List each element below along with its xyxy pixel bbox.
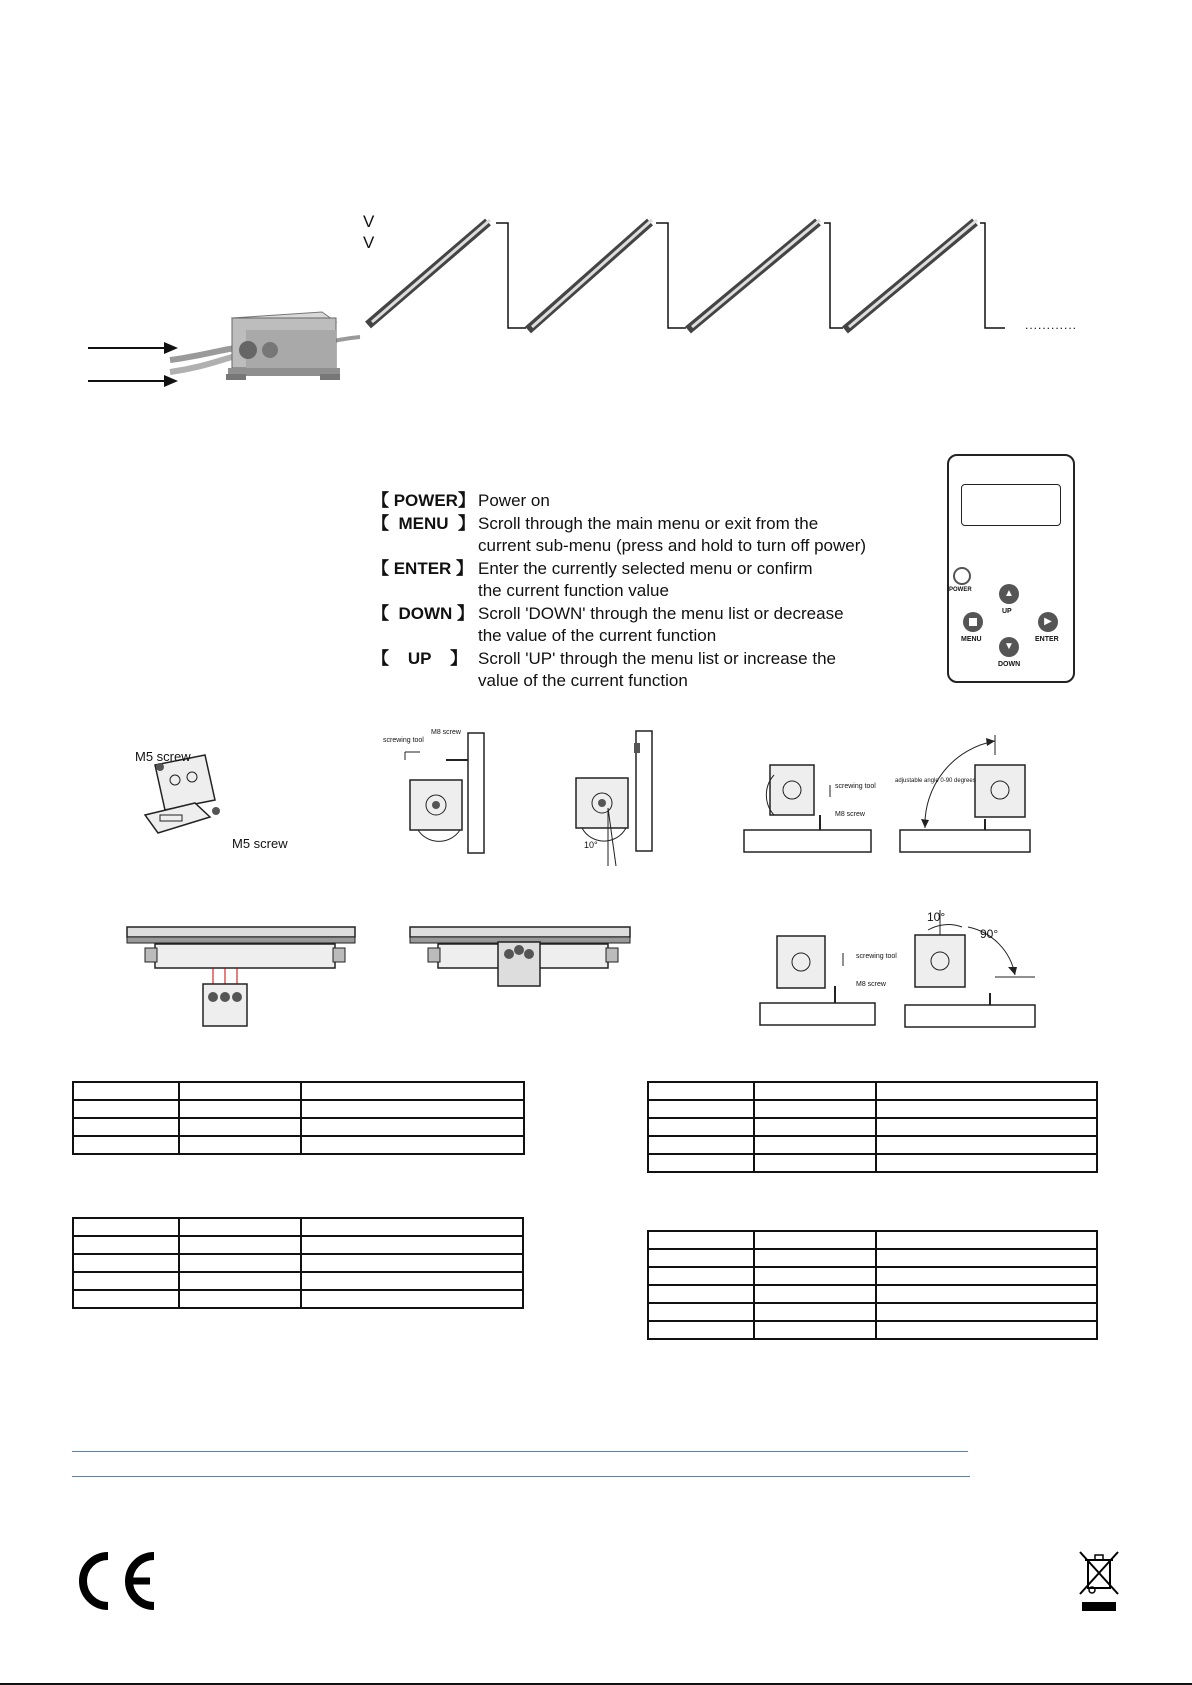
table-row xyxy=(73,1218,523,1236)
screwing-tool-label-c: screwing tool xyxy=(835,783,876,790)
down-label: DOWN xyxy=(998,661,1021,668)
spec-table-3 xyxy=(647,1081,1098,1173)
controller-display xyxy=(961,484,1061,526)
key-desc-enter-cont: the current function value xyxy=(478,581,669,600)
floor-mount-diagram-c xyxy=(740,755,875,855)
table-row xyxy=(648,1154,1097,1172)
up-button[interactable]: ▲ xyxy=(999,584,1019,604)
controller-panel xyxy=(947,454,1075,683)
spec-table-4 xyxy=(647,1230,1098,1340)
divider-line-1 xyxy=(72,1451,968,1452)
table-row xyxy=(73,1236,523,1254)
screwing-tool-label-e: screwing tool xyxy=(856,953,897,960)
key-desc-up-cont: value of the current function xyxy=(478,671,688,690)
menu-label: MENU xyxy=(961,636,982,643)
table-row xyxy=(648,1082,1097,1100)
voltage-mark-1: V xyxy=(363,212,375,231)
spec-table-2 xyxy=(72,1217,524,1309)
key-name-menu: 【 MENU 】 xyxy=(372,513,475,533)
adjustable-angle-label: adjustable angle 0-90 degrees xyxy=(895,778,976,784)
angle-10-label: 10° xyxy=(584,840,598,850)
m5-screw-label-bottom: M5 screw xyxy=(232,836,288,851)
m8-screw-label-c: M8 screw xyxy=(835,811,865,818)
bar-bracket-exploded xyxy=(125,922,360,1030)
table-row xyxy=(648,1303,1097,1321)
up-label: UP xyxy=(1002,608,1012,615)
key-row-menu xyxy=(372,513,912,536)
wall-mount-diagram-b xyxy=(560,728,660,868)
table-row xyxy=(648,1249,1097,1267)
controller-key-list xyxy=(372,490,912,693)
menu-button[interactable] xyxy=(963,612,983,632)
wiring-diagram xyxy=(0,190,1192,390)
wall-mount-diagram-a xyxy=(400,730,500,855)
spec-table-1 xyxy=(72,1081,525,1155)
m5-screw-label-top: M5 screw xyxy=(135,749,191,764)
menu-square-icon xyxy=(969,618,977,626)
power-button[interactable] xyxy=(953,567,971,585)
angle-90-label: 90° xyxy=(980,927,999,941)
table-row xyxy=(648,1231,1097,1249)
key-row-up xyxy=(372,648,912,671)
key-desc-down: Scroll 'DOWN' through the menu list or decrease xyxy=(478,603,844,623)
floor-mount-diagram-e xyxy=(755,918,880,1028)
key-desc-up: Scroll 'UP' through the menu list or increase the xyxy=(478,648,836,668)
floor-mount-diagram-d xyxy=(895,735,1035,855)
enter-label: ENTER xyxy=(1035,636,1059,643)
table-row xyxy=(648,1267,1097,1285)
key-row-power xyxy=(372,490,912,513)
led-bar-chain xyxy=(368,220,1005,330)
chain-continuation: ............ xyxy=(1025,318,1078,332)
angle-10-label-b: 10° xyxy=(927,910,946,924)
screwing-tool-label-a: screwing tool xyxy=(383,737,424,744)
input-arrow-1 xyxy=(88,342,178,354)
table-row xyxy=(73,1290,523,1308)
table-row xyxy=(648,1100,1097,1118)
divider-line-2 xyxy=(72,1476,970,1477)
m8-screw-label-e: M8 screw xyxy=(856,981,886,988)
table-row xyxy=(648,1321,1097,1339)
key-row-down xyxy=(372,603,912,626)
key-name-enter: 【 ENTER 】 xyxy=(372,558,474,578)
weee-bin-icon xyxy=(1078,1550,1120,1612)
key-name-power: 【 POWER】 xyxy=(372,491,475,510)
key-desc-menu: Scroll through the main menu or exit from the xyxy=(478,513,819,533)
enter-button[interactable]: ▶ xyxy=(1038,612,1058,632)
key-desc-down-cont: the value of the current function xyxy=(478,626,717,645)
key-desc-power: Power on xyxy=(478,491,550,510)
table-row xyxy=(73,1254,523,1272)
voltage-mark-2: V xyxy=(363,233,375,252)
table-row xyxy=(648,1285,1097,1303)
key-name-up: 【 UP 】 xyxy=(372,648,468,668)
table-row xyxy=(648,1118,1097,1136)
floor-mount-diagram-f xyxy=(900,905,1040,1030)
table-row xyxy=(73,1272,523,1290)
table-row xyxy=(648,1136,1097,1154)
key-desc-enter: Enter the currently selected menu or confirm xyxy=(478,558,813,578)
table-row xyxy=(73,1118,524,1136)
table-row xyxy=(73,1082,524,1100)
key-name-down: 【 DOWN 】 xyxy=(372,603,474,623)
ce-mark-icon xyxy=(70,1550,158,1612)
table-row xyxy=(73,1136,524,1154)
m8-screw-label-a: M8 screw xyxy=(431,729,461,736)
table-row xyxy=(73,1100,524,1118)
key-row-enter xyxy=(372,558,912,581)
power-label: POWER xyxy=(949,587,972,593)
key-desc-menu-cont: current sub-menu (press and hold to turn off power) xyxy=(478,536,867,555)
power-supply-box xyxy=(226,312,340,380)
down-button[interactable]: ▼ xyxy=(999,637,1019,657)
bar-bracket-assembled xyxy=(408,922,633,992)
input-arrow-2 xyxy=(88,375,178,387)
